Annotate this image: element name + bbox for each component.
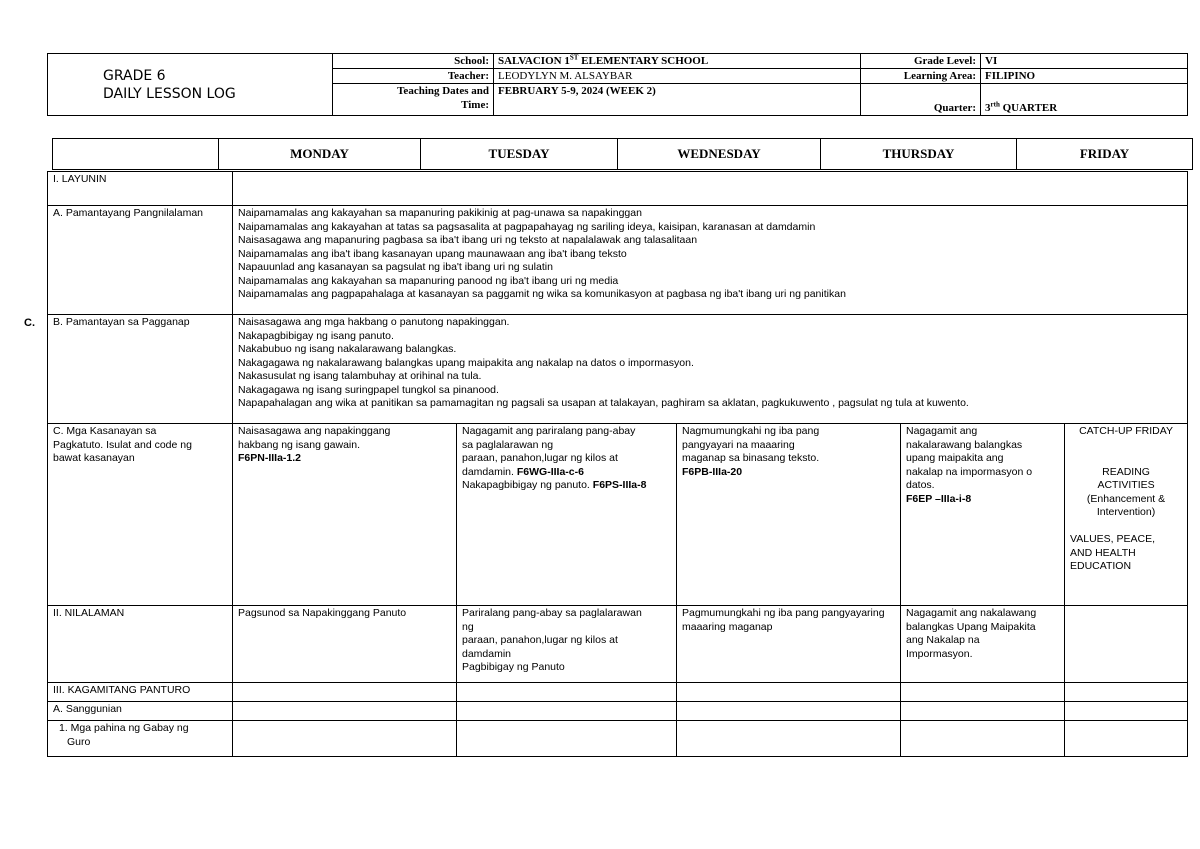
teacher-value: LEODYLYN M. ALSAYBAR xyxy=(494,69,861,84)
pagganap-content xyxy=(233,315,1188,424)
lesson-log-table xyxy=(47,171,1188,757)
day-friday: FRIDAY xyxy=(1017,139,1193,170)
nilalaman-wednesday: Pagmumungkahi ng iba pang pangyayaring maaaring maganap xyxy=(677,606,901,683)
row-kagamitang xyxy=(48,683,1188,702)
row-pamantayang-pangnilalaman xyxy=(48,206,1188,315)
header-table xyxy=(47,53,1188,116)
nilalaman-monday: Pagsunod sa Napakinggang Panuto xyxy=(233,606,457,683)
side-mark: C. xyxy=(24,317,35,329)
pagganap-line: Nakagagawa ng nakalarawang balangkas upang maipakita ang nakalap na datos o impormasyon. xyxy=(238,356,694,369)
pangnilalaman-line: Naipamamalas ang kakayahan at tatas sa pagsasalita at pagpapahayag ng sariling ideya, kaisipan, karanasan at damdamin xyxy=(238,220,816,233)
school-label: School: xyxy=(333,54,494,69)
code-thursday: F6EP –IIIa-i-8 xyxy=(906,492,972,505)
pangnilalaman-line: Naisasagawa ang mapanuring pagbasa sa iba't ibang uri ng teksto at napalalawak ang talasalitaan xyxy=(238,234,698,246)
code-monday: F6PN-IIIa-1.2 xyxy=(238,452,302,464)
row-kasanayan xyxy=(48,424,1188,606)
layunin-content xyxy=(233,172,1188,206)
kasanayan-monday: Naisasagawa ang napakinggang hakbang ng isang gawain. F6PN-IIIa-1.2 xyxy=(233,424,457,606)
code-tuesday-2: F6PS-IIIa-8 xyxy=(592,479,647,491)
grade-level-value: VI xyxy=(981,54,1188,69)
pangnilalaman-line: Naipamamalas ang pagpapahalaga at kasanayan sa paggamit ng wika sa komunikasyon at pagbasa ng iba't ibang uri ng panitikan xyxy=(238,288,846,300)
day-wednesday: WEDNESDAY xyxy=(618,139,821,170)
days-header-blank xyxy=(53,139,219,170)
row-gabay xyxy=(48,721,1188,757)
gabay-label: 1. Mga pahina ng Gabay ng Guro xyxy=(48,721,233,757)
pangnilalaman-label: A. Pamantayang Pangnilalaman xyxy=(48,206,233,315)
kasanayan-label: C. Mga Kasanayan sa Pagkatuto. Isulat and code ng bawat kasanayan xyxy=(48,424,233,606)
code-wednesday: F6PB-IIIa-20 xyxy=(682,465,743,478)
pangnilalaman-line: Naipamamalas ang kakayahan sa mapanuring pakikinig at pag-unawa sa napakinggan xyxy=(238,207,642,219)
row-layunin xyxy=(48,172,1188,206)
teacher-label: Teacher: xyxy=(333,69,494,84)
kagamitang-label: III. KAGAMITANG PANTURO xyxy=(48,683,233,702)
day-monday: MONDAY xyxy=(219,139,421,170)
pangnilalaman-line: Naipamamalas ang iba't ibang kasanayan upang maunawaan ang iba't ibang teksto xyxy=(238,247,627,260)
kasanayan-tuesday: Nagagamit ang pariralang pang-abay sa paglalarawan ng paraan, panahon,lugar ng kilos at damdamin. F6WG-IIIa-c-6 Nakapagbibigay ng panuto. F6PS-IIIa-8 xyxy=(457,424,677,606)
school-sup: ST xyxy=(569,53,579,62)
row-nilalaman xyxy=(48,606,1188,683)
pagganap-line: Nakasusulat ng isang talambuhay at orihinal na tula. xyxy=(238,370,482,382)
learning-area-label: Learning Area: xyxy=(861,69,981,84)
log-title xyxy=(48,54,333,116)
learning-area-value: FILIPINO xyxy=(981,69,1188,84)
code-tuesday-1: F6WG-IIIa-c-6 xyxy=(513,465,584,478)
row-pamantayan-sa-pagganap xyxy=(48,315,1188,424)
pangnilalaman-content xyxy=(233,206,1188,315)
school-value: SALVACION 1ST ELEMENTARY SCHOOL xyxy=(494,54,861,69)
pagganap-line: Nakapagbibigay ng isang panuto. xyxy=(238,329,394,342)
quarter-value: $3^{rth}$ QUARTER xyxy=(981,84,1188,116)
pangnilalaman-line: Napauunlad ang kasanayan sa pagsulat ng iba't ibang uri ng sulatin xyxy=(238,261,553,273)
teaching-dates-label: Teaching Dates and Time: xyxy=(333,84,494,116)
catch-up-friday: CATCH-UP FRIDAY xyxy=(1079,425,1173,437)
sanggunian-label: A. Sanggunian xyxy=(48,702,233,721)
pagganap-line: Nakagagawa ng isang suringpapel tungkol sa pinanood. xyxy=(238,383,499,396)
nilalaman-thursday: Nagagamit ang nakalawang balangkas Upang Maipakita ang Nakalap na Impormasyon. xyxy=(901,606,1065,683)
kasanayan-wednesday: Nagmumungkahi ng iba pang pangyayari na maaaring maganap sa binasang teksto. F6PB-IIIa-20 xyxy=(677,424,901,606)
pagganap-line: Nakabubuo ng isang nakalarawang balangkas. xyxy=(238,343,457,355)
pagganap-line: Naisasagawa ang mga hakbang o panutong napakinggan. xyxy=(238,316,510,328)
title-line-2: DAILY LESSON LOG xyxy=(103,85,236,102)
layunin-label: I. LAYUNIN xyxy=(48,172,233,206)
pangnilalaman-line: Naipamamalas ang kakayahan sa mapanuring panood ng iba't ibang uri ng media xyxy=(238,274,619,287)
grade-level-label: Grade Level: xyxy=(861,54,981,69)
teaching-dates-value: FEBRUARY 5-9, 2024 (WEEK 2) xyxy=(494,84,861,116)
quarter-label: Quarter: xyxy=(861,84,981,116)
title-line-1: GRADE 6 xyxy=(103,67,166,84)
nilalaman-tuesday: Pariralang pang-abay sa paglalarawan ng paraan, panahon,lugar ng kilos at damdamin Pagbibigay ng Panuto xyxy=(457,606,677,683)
day-tuesday: TUESDAY xyxy=(421,139,618,170)
kasanayan-thursday: Nagagamit ang nakalarawang balangkas upang maipakita ang nakalap na impormasyon o datos. F6EP –IIIa-i-8 xyxy=(901,424,1065,606)
day-thursday: THURSDAY xyxy=(821,139,1017,170)
days-header xyxy=(52,138,1193,170)
nilalaman-friday xyxy=(1065,606,1188,683)
kasanayan-friday: CATCH-UP FRIDAY READING ACTIVITIES (Enhancement & Intervention) VALUES, PEACE, AND HEALTH EDUCATION xyxy=(1065,424,1188,606)
pagganap-label: B. Pamantayan sa Pagganap xyxy=(48,315,233,424)
nilalaman-label: II. NILALAMAN xyxy=(48,606,233,683)
pagganap-line: Napapahalagan ang wika at panitikan sa pamamagitan ng pagsali sa usapan at talakayan, paghiram sa aklatan, pagkukuwento , pagsulat ng tula at kuwento. xyxy=(238,397,969,409)
row-sanggunian xyxy=(48,702,1188,721)
